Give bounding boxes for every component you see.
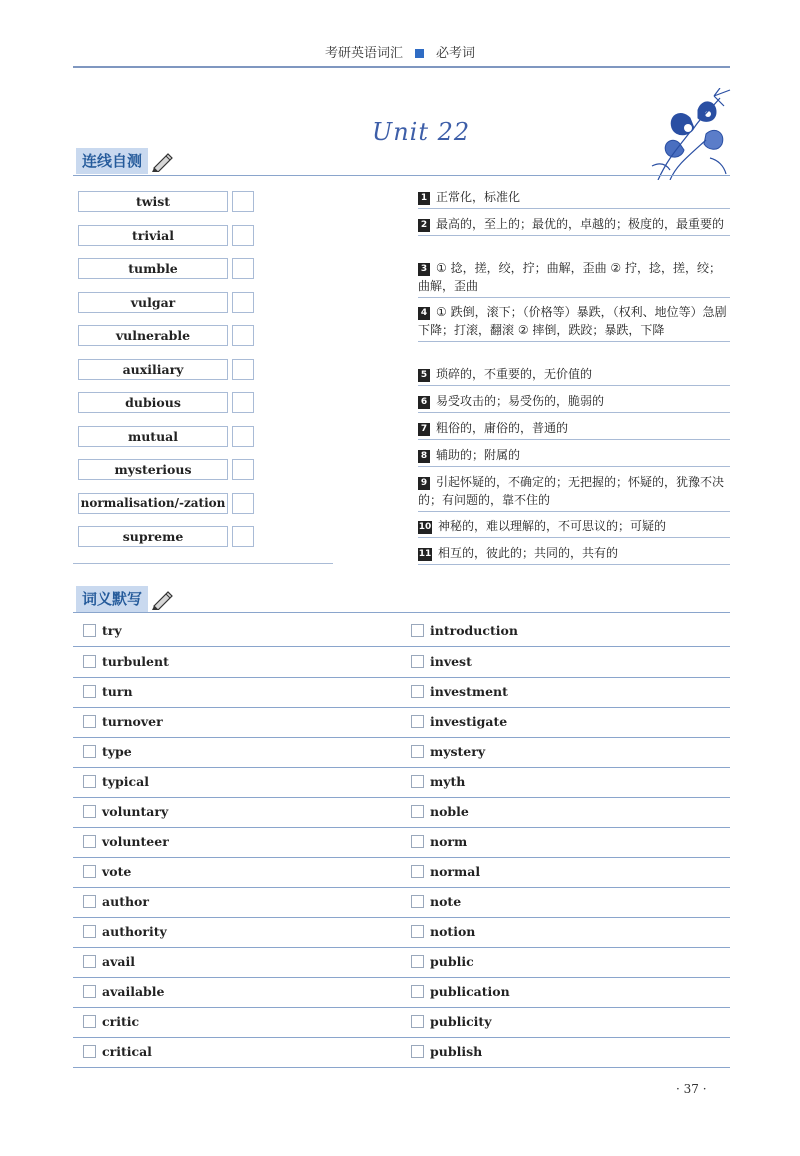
chapter-title: 必考词 [436, 46, 476, 61]
table-row [73, 947, 730, 978]
checkbox[interactable] [411, 624, 424, 637]
checkbox[interactable] [411, 985, 424, 998]
checkbox[interactable] [411, 805, 424, 818]
dictation-section-rule [73, 612, 730, 613]
match-left-bottom-rule [73, 563, 333, 564]
match-word-row [78, 493, 254, 514]
dictation-item: publicity [411, 1014, 491, 1029]
match-word: tumble [78, 258, 228, 279]
table-row [73, 707, 730, 738]
dictation-item: critic [83, 1014, 139, 1029]
definition-item: 7 粗俗的，庸俗的，普通的 [418, 419, 730, 440]
match-word-row [78, 459, 254, 480]
match-word: mysterious [78, 459, 228, 480]
dictation-item: turbulent [83, 654, 169, 669]
dictation-item: investment [411, 684, 508, 699]
dictation-item: type [83, 744, 132, 759]
checkbox[interactable] [411, 955, 424, 968]
checkbox[interactable] [411, 1045, 424, 1058]
checkbox[interactable] [411, 865, 424, 878]
dictation-item: introduction [411, 623, 518, 638]
dictation-item: turnover [83, 714, 163, 729]
dictation-item: authority [83, 924, 167, 939]
checkbox[interactable] [83, 745, 96, 758]
table-row [73, 1007, 730, 1038]
table-row [73, 767, 730, 798]
dictation-item: investigate [411, 714, 507, 729]
dictation-item: voluntary [83, 804, 168, 819]
table-row [73, 857, 730, 888]
definition-item: 4 ① 跌倒，滚下；（价格等）暴跌，（权利、地位等）急剧下降；打滚，翻滚 ② 摔倒，跌跤；暴跌，下降 [418, 303, 730, 342]
checkbox[interactable] [411, 715, 424, 728]
checkbox[interactable] [83, 1045, 96, 1058]
dictation-item: typical [83, 774, 149, 789]
dictation-item: publication [411, 984, 510, 999]
book-title: 考研英语词汇 [324, 46, 403, 61]
dictation-item: note [411, 894, 461, 909]
dictation-item: noble [411, 804, 469, 819]
checkbox[interactable] [83, 805, 96, 818]
pencil-icon [150, 150, 176, 172]
dictation-item: invest [411, 654, 472, 669]
match-section-rule [73, 175, 730, 176]
match-word: dubious [78, 392, 228, 413]
pencil-icon [150, 588, 176, 610]
checkbox[interactable] [83, 685, 96, 698]
answer-box[interactable] [232, 325, 254, 346]
dictation-item: public [411, 954, 474, 969]
match-word-row [78, 292, 254, 313]
dictation-item: try [83, 623, 122, 638]
checkbox[interactable] [83, 715, 96, 728]
dictation-section-title: 词义默写 [76, 586, 148, 612]
checkbox[interactable] [411, 835, 424, 848]
match-section-title: 连线自测 [76, 148, 148, 174]
checkbox[interactable] [83, 1015, 96, 1028]
page-number: · 37 · [676, 1082, 707, 1096]
match-word-row [78, 392, 254, 413]
checkbox[interactable] [411, 925, 424, 938]
dictation-item: turn [83, 684, 133, 699]
dictation-item: myth [411, 774, 465, 789]
answer-box[interactable] [232, 292, 254, 313]
checkbox[interactable] [83, 835, 96, 848]
match-word: supreme [78, 526, 228, 547]
answer-box[interactable] [232, 359, 254, 380]
checkbox[interactable] [411, 895, 424, 908]
table-row [73, 977, 730, 1008]
definition-item: 6 易受攻击的；易受伤的，脆弱的 [418, 392, 730, 413]
answer-box[interactable] [232, 191, 254, 212]
answer-box[interactable] [232, 258, 254, 279]
match-word: mutual [78, 426, 228, 447]
checkbox[interactable] [411, 1015, 424, 1028]
dictation-item: vote [83, 864, 131, 879]
answer-box[interactable] [232, 459, 254, 480]
table-row [73, 677, 730, 708]
dictation-item: publish [411, 1044, 482, 1059]
answer-box[interactable] [232, 426, 254, 447]
match-word: twist [78, 191, 228, 212]
unit-title: Unit 22 [372, 118, 471, 146]
dictation-item: critical [83, 1044, 152, 1059]
checkbox[interactable] [83, 985, 96, 998]
answer-box[interactable] [232, 392, 254, 413]
match-section-heading [76, 148, 176, 174]
match-word-row [78, 359, 254, 380]
match-word: trivial [78, 225, 228, 246]
dictation-item: norm [411, 834, 467, 849]
running-header [0, 42, 800, 61]
checkbox[interactable] [83, 895, 96, 908]
dictation-item: author [83, 894, 149, 909]
definition-item: 10 神秘的，难以理解的，不可思议的；可疑的 [418, 517, 730, 538]
dictation-item: normal [411, 864, 480, 879]
dictation-item: notion [411, 924, 475, 939]
dictation-item: avail [83, 954, 135, 969]
table-row [73, 737, 730, 768]
checkbox[interactable] [411, 775, 424, 788]
definition-item: 2 最高的，至上的；最优的，卓越的；极度的，最重要的 [418, 215, 730, 236]
match-word: auxiliary [78, 359, 228, 380]
checkbox[interactable] [83, 775, 96, 788]
match-word-row [78, 325, 254, 346]
dictation-item: mystery [411, 744, 485, 759]
square-bullet-icon [415, 49, 424, 58]
match-word: vulgar [78, 292, 228, 313]
checkbox[interactable] [411, 685, 424, 698]
match-word-row [78, 426, 254, 447]
definition-item: 3 ① 捻，搓，绞，拧；曲解，歪曲 ② 拧，捻，搓，绞；曲解，歪曲 [418, 259, 730, 298]
dictation-item: available [83, 984, 165, 999]
match-word: vulnerable [78, 325, 228, 346]
match-word-row [78, 258, 254, 279]
answer-box[interactable] [232, 526, 254, 547]
dictation-section-heading [76, 586, 176, 612]
table-row [73, 887, 730, 918]
definition-item: 5 琐碎的，不重要的，无价值的 [418, 365, 730, 386]
table-row [73, 647, 730, 678]
table-row [73, 1037, 730, 1068]
definition-item: 8 辅助的；附属的 [418, 446, 730, 467]
answer-box[interactable] [232, 493, 254, 514]
match-word-row [78, 191, 254, 212]
definition-item: 9 引起怀疑的，不确定的；无把握的；怀疑的，犹豫不决的；有问题的，靠不住的 [418, 473, 730, 512]
checkbox[interactable] [411, 655, 424, 668]
answer-box[interactable] [232, 225, 254, 246]
checkbox[interactable] [411, 745, 424, 758]
blue-flower-illustration-icon [650, 88, 734, 180]
match-word: normalisation/-zation [78, 493, 228, 514]
match-word-row [78, 526, 254, 547]
checkbox[interactable] [83, 865, 96, 878]
header-rule [73, 66, 730, 68]
checkbox[interactable] [83, 655, 96, 668]
definition-item: 11 相互的，彼此的；共同的，共有的 [418, 544, 730, 565]
table-row [73, 797, 730, 828]
match-word-row [78, 225, 254, 246]
table-row [73, 616, 730, 647]
definition-item: 1 正常化，标准化 [418, 188, 730, 209]
table-row [73, 827, 730, 858]
table-row [73, 917, 730, 948]
checkbox[interactable] [83, 925, 96, 938]
checkbox[interactable] [83, 624, 96, 637]
dictation-item: volunteer [83, 834, 169, 849]
checkbox[interactable] [83, 955, 96, 968]
